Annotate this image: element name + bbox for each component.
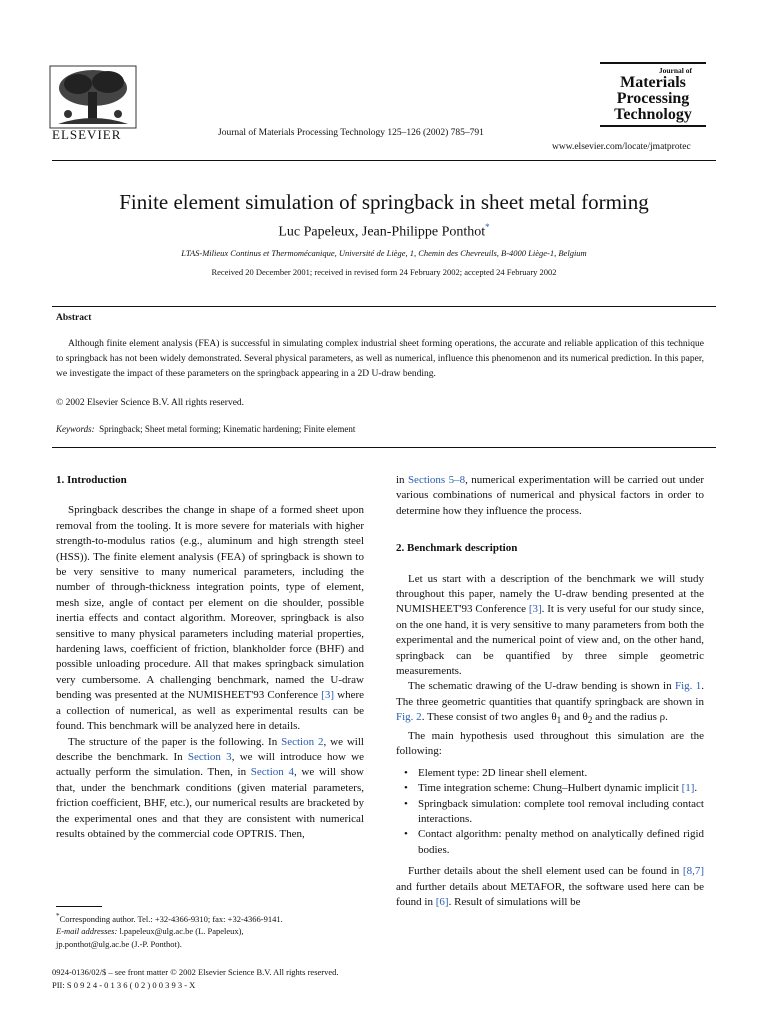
list-item: • Time integration scheme: Chung–Hulbert dynamic implicit [1].: [408, 781, 704, 796]
footnote: [56, 910, 366, 950]
intro-paragraph-2: The structure of the paper is the following. In Section 2, we will describe the benchmark. In Section 3, we will introduce how we actually perform the simulation. Then, in Section 4, we will show that, under the benchmark conditions (given material parameters, friction coefficient, BHF, etc.), our numerical results are bracketed by the experimental ones and that they are consistent with numerical results obtained by the commercial code OPTRIS. Then,: [56, 735, 364, 840]
abstract-bottom-rule: [52, 447, 716, 448]
left-column: [56, 473, 364, 842]
keywords: [56, 424, 355, 434]
list-item: • Contact algorithm: penalty method on analytically defined rigid bodies.: [408, 827, 704, 858]
benchmark-paragraph-1: Let us start with a description of the benchmark we will study throughout this paper, namely the U-draw bending presented at the NUMISHEET'93 Conference [3]. It is very useful for our study since, on the one hand, it is very sensitive to many parameters from both the experimental and the numerical point of view and, on the other hand, springback can be quantified by three simple geometric measurements.: [396, 572, 704, 678]
fig-1-link[interactable]: Fig. 1: [674, 680, 702, 693]
hypothesis-list: [396, 766, 704, 858]
issn-line: 0924-0136/02/$ – see front matter © 2002 Elsevier Science B.V. All rights reserved.: [52, 967, 339, 977]
fig-2-link[interactable]: Fig. 2: [396, 711, 422, 724]
journal-logo: [600, 62, 706, 127]
journal-reference: Journal of Materials Processing Technology 125–126 (2002) 785–791: [218, 128, 484, 138]
ref-6-link[interactable]: [6]: [435, 895, 449, 908]
sections-5-8-link[interactable]: Sections 5–8: [407, 474, 466, 486]
right-column: [396, 473, 704, 910]
journal-logo-prefix: Journal of: [658, 66, 692, 75]
benchmark-paragraph-2: The schematic drawing of the U-draw bending is shown in Fig. 1. The three geometric quantities that quantify springback are shown in Fig. 2. These consist of two angles $\theta_1$ and $\theta_2$ and the radius ρ.: [396, 680, 704, 726]
footnote-rule: [56, 906, 102, 907]
section-4-link[interactable]: Section 4: [250, 766, 294, 779]
list-item: • Element type: 2D linear shell element.: [408, 766, 704, 781]
email-label: E-mail addresses:: [56, 926, 118, 937]
received-dates: Received 20 December 2001; received in revised form 24 February 2002; accepted 24 February 2002: [211, 267, 557, 277]
email-ponthot[interactable]: jp.ponthot@ulg.ac.be (J.-P. Ponthot).: [56, 938, 182, 949]
journal-logo-line3: Technology: [614, 106, 692, 123]
section-heading-introduction: 1. Introduction: [56, 474, 127, 486]
section-3-link[interactable]: Section 3: [187, 750, 232, 763]
pii-line: PII: S 0 9 2 4 - 0 1 3 6 ( 0 2 ) 0 0 3 9 3 - X: [52, 980, 196, 990]
right-paragraph-continued: in Sections 5–8, numerical experimentation will be carried out under various combinations of numerical and physical factors in order to determine how they influence the process.: [396, 474, 705, 517]
section-heading-benchmark: 2. Benchmark description: [396, 542, 518, 555]
ref-1-link[interactable]: [1]: [681, 782, 695, 795]
author-names: Luc Papeleux, Jean-Philippe Ponthot: [278, 224, 486, 240]
intro-paragraph-1: Springback describes the change in shape of a formed sheet upon removal from the tooling. It is more severe for materials with higher strength-to-modulus ratios (e.g., aluminum and high strength steel (HSS)). The finite element analysis (FEA) of springback is shown to be very sensitive to many numerical parameters, including the number of through-thickness integration points, type of element, mesh size, angle of contact per element on die shoulder, possible inertia effects and contact algorithm. Moreover, springback is also sensitive to many physical parameters including material properties, hardening laws, coefficient of friction, blankholder force (BHF) and possible unloading procedure. All that makes springback simulation very cumbersome. A challenging benchmark, named the U-draw bending was presented at the NUMISHEET'93 Conference [3] where a collection of numerical, as well as experimental results can be found. This benchmark will be analyzed here in details.: [56, 504, 364, 733]
header-rule: [52, 160, 716, 161]
abstract-copyright: © 2002 Elsevier Science B.V. All rights reserved.: [56, 398, 245, 408]
keywords-label: Keywords:: [56, 424, 95, 434]
paper-title: Finite element simulation of springback in sheet metal forming: [119, 190, 649, 214]
page-footer: [52, 966, 339, 992]
publisher-name: ELSEVIER: [52, 127, 122, 142]
benchmark-paragraph-4: Further details about the shell element used can be found in [8,7] and further details about METAFOR, the software used here can be found in [6]. Result of simulations will be: [396, 865, 704, 908]
corresponding-author-mark[interactable]: *: [485, 222, 490, 232]
footnote-mark: *: [56, 912, 60, 920]
abstract-heading: Abstract: [56, 313, 92, 323]
keywords-list: Springback; Sheet metal forming; Kinematic hardening; Finite element: [99, 424, 356, 434]
footnote-contact: Corresponding author. Tel.: +32-4366-9310; fax: +32-4366-9141.: [59, 913, 283, 924]
affiliation: LTAS-Milieux Continus et Thermomécanique, Université de Liège, 1, Chemin des Chevreuils, B-4000 Liège-1, Belgium: [181, 248, 587, 258]
section-2-link[interactable]: Section 2: [281, 735, 324, 748]
ref-3-link[interactable]: [3]: [321, 689, 334, 702]
ref-3-link[interactable]: [3]: [528, 603, 542, 616]
list-item: • Springback simulation: complete tool removal including contact interactions.: [408, 797, 704, 828]
abstract-body: Although finite element analysis (FEA) is successful in simulating complex industrial sheet forming operations, the accurate and reliable application of this technique to springback has not been widely demonstrated. Several physical parameters, as well as numerical, influence this phenomenon and its numerical prediction. In this paper, we investigate the impact of these parameters on the springback appearing in a 2D U-draw bending.: [56, 339, 704, 379]
benchmark-paragraph-3: The main hypothesis used throughout this simulation are the following:: [396, 729, 704, 758]
email-papeleux[interactable]: l.papeleux@ulg.ac.be (L. Papeleux),: [117, 926, 244, 937]
journal-url[interactable]: www.elsevier.com/locate/jmatprotec: [552, 142, 691, 152]
ref-8-7-link[interactable]: [8,7]: [682, 865, 704, 878]
journal-logo-line1: Materials: [620, 74, 686, 91]
journal-logo-line2: Processing: [616, 90, 690, 107]
authors: [0, 222, 768, 241]
abstract-top-rule: [52, 306, 716, 307]
elsevier-tree-logo: [48, 62, 138, 132]
